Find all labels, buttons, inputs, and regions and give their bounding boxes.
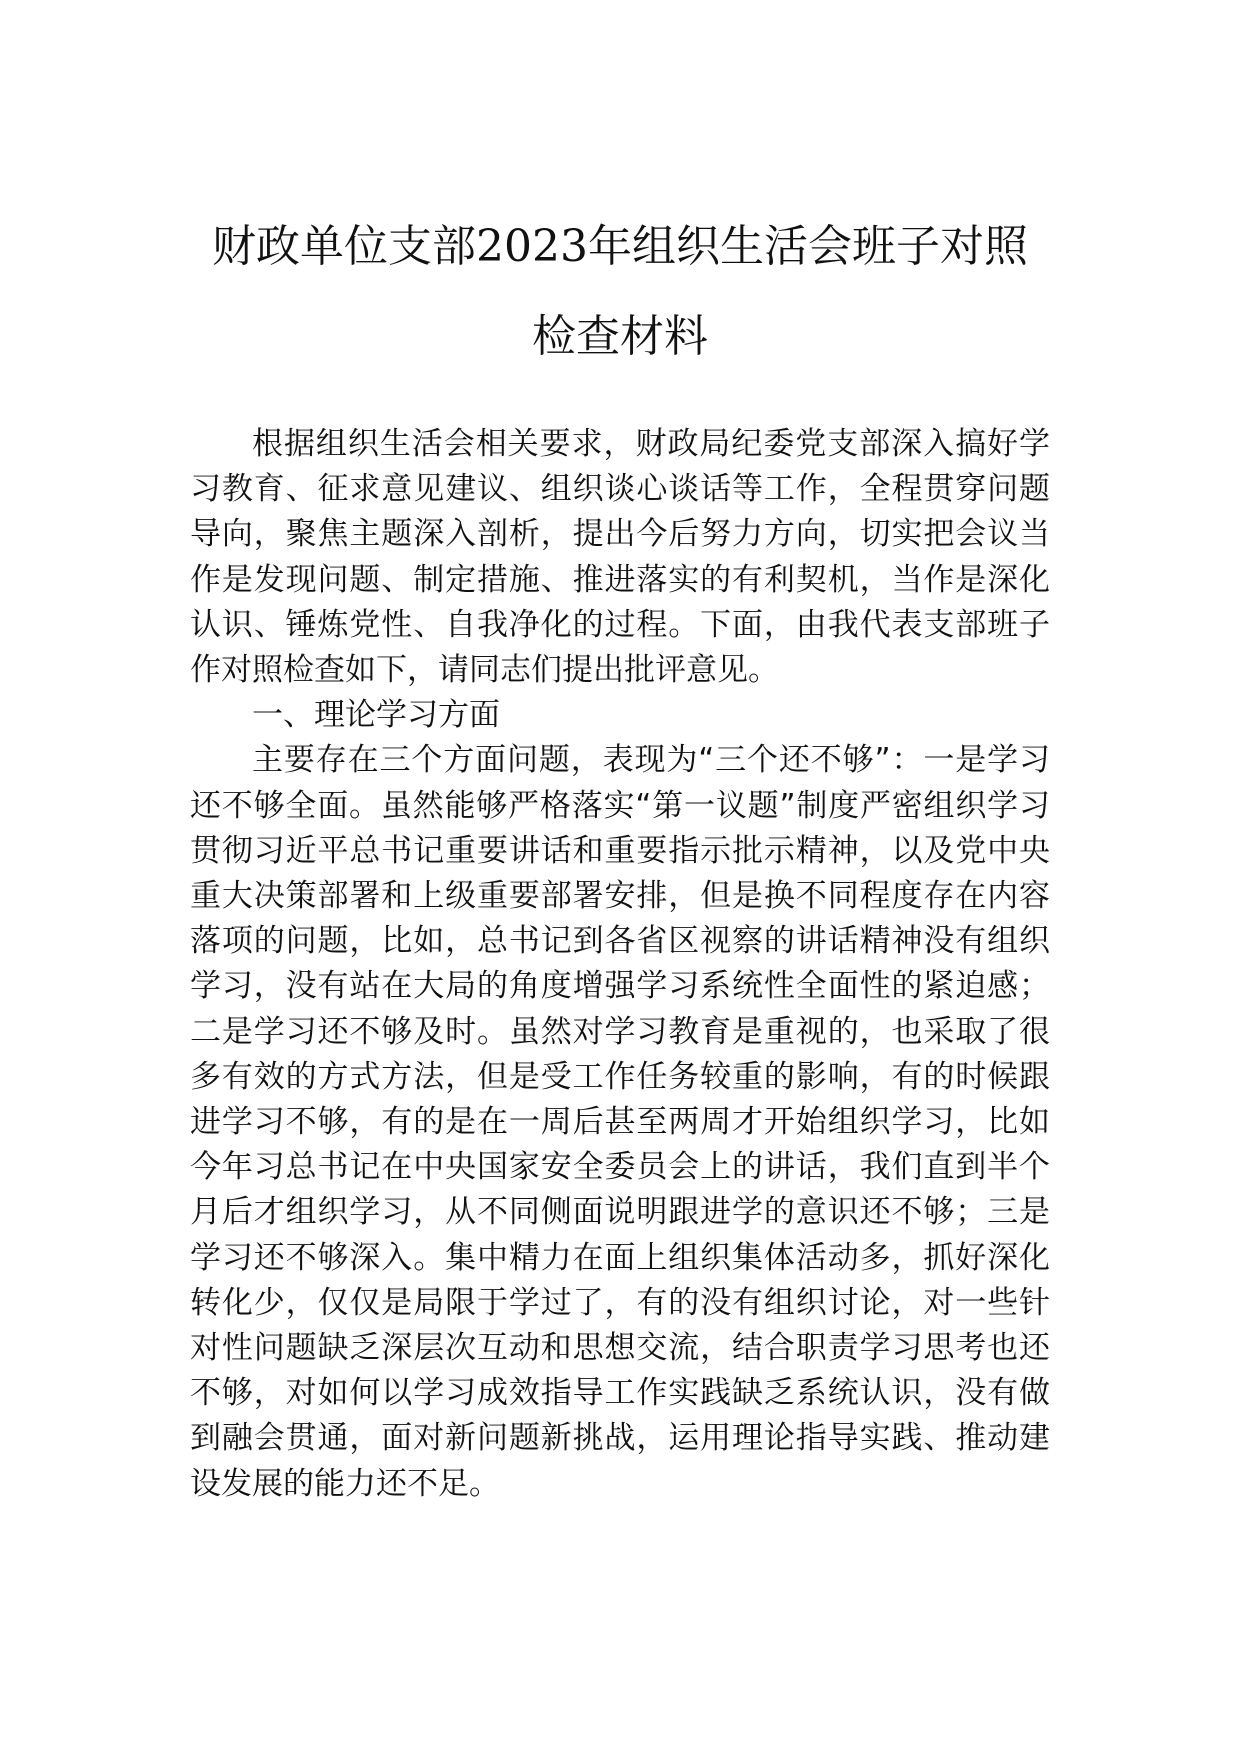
intro-paragraph: 根据组织生活会相关要求，财政局纪委党支部深入搞好学习教育、征求意见建议、组织谈心谈话等工作，全程贯穿问题导向，聚焦主题深入剖析，提出今后努力方向，切实把会议当作是发现问题、制定措施、推进落实的有利契机，当作是深化认识、锤炼党性、自我净化的过程。下面，由我代表支部班子作对照检查如下，请同志们提出批评意见。 [190, 426, 1050, 689]
section-paragraph-theory-study: 主要存在三个方面问题，表现为“三个还不够”：一是学习还不够全面。虽然能够严格落实“第一议题”制度严密组织学习贯彻习近平总书记重要讲话和重要指示批示精神，以及党中央重大决策部署和上级重要部署安排，但是换不同程度存在内容落项的问题，比如，总书记到各省区视察的讲话精神没有组织学习，没有站在大局的角度增强学习系统性全面性的紧迫感；二是学习还不够及时。虽然对学习教育是重视的，也采取了很多有效的方式方法，但是受工作任务较重的影响，有的时候跟进学习不够，有的是在一周后甚至两周才开始组织学习，比如今年习总书记在中央国家安全委员会上的讲话，我们直到半个月后才组织学习，从不同侧面说明跟进学的意识还不够；三是学习还不够深入。集中精力在面上组织集体活动多，抓好深化转化少，仅仅是局限于学过了，有的没有组织讨论，对一些针对性问题缺乏深层次互动和思想交流，结合职责学习思考也还不够，对如何以学习成效指导工作实践缺乏系统认识，没有做到融会贯通，面对新问题新挑战，运用理论指导实践、推动建设发展的能力还不足。 [190, 742, 1050, 1502]
section-heading-theory-study: 一、理论学习方面 [252, 697, 500, 734]
document-title-line-1: 财政单位支部2023年组织生活会班子对照 [212, 221, 1028, 272]
document-body [190, 422, 1050, 1507]
document-title-line-2: 检查材料 [532, 311, 708, 362]
